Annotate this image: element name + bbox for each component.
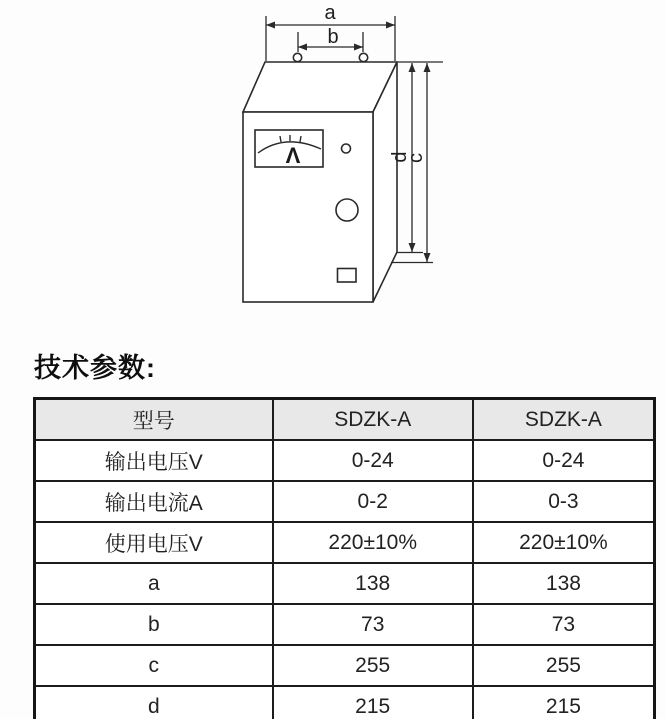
cell-value: 138 — [473, 563, 655, 604]
control-knob — [336, 199, 358, 221]
table-row-supply-voltage — [35, 522, 655, 563]
cell-value: 215 — [273, 686, 473, 719]
cell-value: 73 — [273, 604, 473, 645]
header-model-value-2: SDZK-A — [473, 399, 655, 441]
table-row-dim-d — [35, 686, 655, 719]
cell-value: 215 — [473, 686, 655, 719]
row-label: a — [35, 563, 273, 604]
cell-value: 0-24 — [473, 440, 655, 481]
cell-value: 0-2 — [273, 481, 473, 522]
table-row-dim-c — [35, 645, 655, 686]
row-label: d — [35, 686, 273, 719]
dim-label-b: b — [327, 26, 339, 48]
cell-value: 255 — [273, 645, 473, 686]
row-label: 使用电压V — [35, 522, 273, 563]
header-model-value-1: SDZK-A — [273, 399, 473, 441]
cell-value: 0-24 — [273, 440, 473, 481]
row-label: c — [35, 645, 273, 686]
dimension-drawing-svg — [0, 0, 666, 345]
table-row-dim-a — [35, 563, 655, 604]
cell-value: 0-3 — [473, 481, 655, 522]
meter-unit-symbol: Λ — [285, 143, 301, 168]
table-header-row — [35, 399, 655, 441]
table-row-output-voltage — [35, 440, 655, 481]
cell-value: 220±10% — [473, 522, 655, 563]
product-dimension-diagram — [0, 0, 666, 345]
table-row-dim-b — [35, 604, 655, 645]
indicator-lamp — [342, 144, 351, 153]
row-label: b — [35, 604, 273, 645]
cell-value: 255 — [473, 645, 655, 686]
table-row-output-current — [35, 481, 655, 522]
dim-label-d: d — [389, 151, 411, 163]
header-model: 型号 — [35, 399, 273, 441]
section-heading: 技术参数: — [34, 353, 156, 383]
dim-label-a: a — [324, 2, 336, 24]
switch-plate — [338, 269, 357, 283]
terminal-left — [293, 53, 301, 61]
terminal-right — [359, 53, 367, 61]
cell-value: 220±10% — [273, 522, 473, 563]
device-top-face — [243, 62, 397, 112]
spec-table — [33, 397, 656, 719]
dim-label-c: c — [405, 153, 427, 163]
row-label: 输出电流A — [35, 481, 273, 522]
cell-value: 138 — [273, 563, 473, 604]
cell-value: 73 — [473, 604, 655, 645]
row-label: 输出电压V — [35, 440, 273, 481]
